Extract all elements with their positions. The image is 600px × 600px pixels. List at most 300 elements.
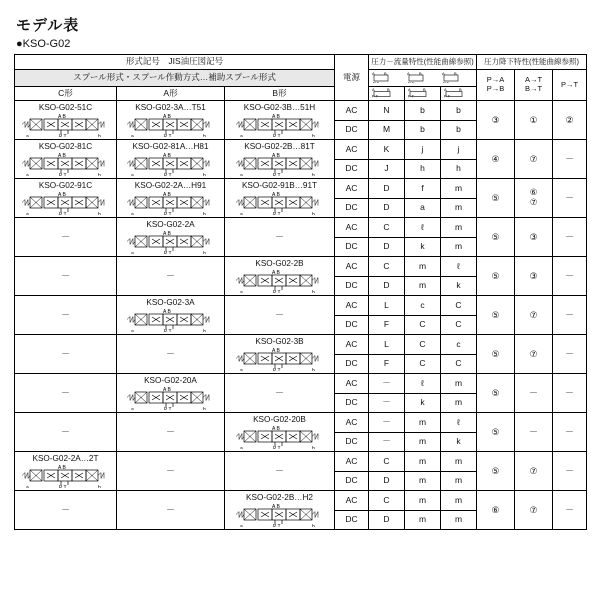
model-code: KSO-G02-2B (255, 259, 304, 269)
value-cell-ac: AC (335, 218, 369, 238)
hydraulic-symbol-icon (123, 191, 219, 215)
svg-text:P T: P T (272, 524, 281, 528)
drop-mark-d1: ⑤ (477, 374, 515, 413)
empty-dash: － (60, 505, 70, 516)
empty-dash: － (60, 388, 70, 399)
svg-text:A B: A B (57, 465, 66, 472)
svg-text:b: b (311, 524, 315, 528)
header-drop-pt: P→T (553, 70, 587, 101)
value-cell-dc: DC (335, 276, 369, 296)
hydraulic-symbol-icon (123, 113, 219, 137)
value-cell-pa_dc: － (369, 432, 405, 452)
value-cell-pt_ac: ℓ (441, 257, 477, 277)
svg-text:A B: A B (271, 192, 280, 199)
header-drop: 圧力降下特性(性能曲線参照) (477, 55, 587, 70)
value-cell-pa_dc: D (369, 276, 405, 296)
value-cell-pb_ac: m (405, 491, 441, 511)
svg-text:b: b (311, 134, 315, 138)
svg-text:B: B (454, 71, 457, 76)
model-cell-a (117, 374, 225, 413)
value-cell-pb_dc: C (405, 315, 441, 335)
header-power: 電源 (335, 55, 369, 101)
value-cell-ac: AC (335, 179, 369, 199)
hydraulic-symbol-icon (123, 386, 219, 410)
value-cell-pt_dc: m (441, 510, 477, 530)
empty-dash: － (165, 271, 175, 282)
svg-text:b: b (202, 407, 206, 411)
value-cell-pt_ac: m (441, 491, 477, 511)
value-cell-pt_dc: k (441, 432, 477, 452)
drop-mark-d2: ⑦ (515, 491, 553, 530)
svg-text:A B: A B (271, 114, 280, 121)
svg-text:A B: A B (162, 309, 171, 316)
header-col-b: B形 (225, 86, 335, 100)
drop-mark-d2: ① (515, 101, 553, 140)
empty-dash: － (60, 310, 70, 321)
table-row (15, 101, 587, 121)
value-cell-pb_dc: C (405, 354, 441, 374)
header-pq-sub-1 (369, 86, 405, 100)
value-cell-pb_ac: m (405, 413, 441, 433)
drop-mark-part: ⑥ (529, 187, 538, 198)
drop-mark-d2: ⑦ (515, 296, 553, 335)
svg-text:P T: P T (272, 446, 281, 450)
value-cell-pa_dc: J (369, 159, 405, 179)
drop-mark-d1: ⑤ (477, 413, 515, 452)
header-pq-symbols (369, 70, 477, 87)
svg-text:a: a (130, 212, 134, 216)
svg-text:P T: P T (408, 80, 415, 83)
value-cell-ac: AC (335, 374, 369, 394)
pq-sub-symbol-1-icon (369, 87, 405, 98)
empty-dash: － (165, 505, 175, 516)
model-cell-b (225, 491, 335, 530)
svg-text:P T: P T (408, 93, 415, 98)
svg-text:a: a (25, 212, 29, 216)
hydraulic-symbol-icon (18, 464, 114, 488)
model-cell-b (225, 296, 335, 335)
svg-text:b: b (97, 212, 101, 216)
hydraulic-symbol-icon (123, 308, 219, 332)
page-subtitle: ●KSO-G02 (16, 38, 71, 50)
value-cell-pb_ac: j (405, 140, 441, 160)
value-cell-pb_ac: m (405, 452, 441, 472)
value-cell-pb_dc: a (405, 198, 441, 218)
empty-dash: － (165, 466, 175, 477)
value-cell-pa_ac: C (369, 218, 405, 238)
drop-mark-d2: ⑦ (515, 452, 553, 491)
hydraulic-symbol-icon (232, 347, 328, 371)
drop-mark-part: ⑦ (529, 197, 538, 208)
hydraulic-symbol-icon (123, 230, 219, 254)
svg-text:B: B (387, 86, 390, 92)
svg-text:a: a (239, 368, 243, 372)
drop-mark-d3: － (553, 140, 587, 179)
svg-text:B: B (459, 86, 462, 92)
value-cell-pt_ac: m (441, 374, 477, 394)
model-cell-b (225, 140, 335, 179)
drop-mark-d2: ⑦ (515, 140, 553, 179)
value-cell-pt_ac: C (441, 296, 477, 316)
svg-text:b: b (202, 173, 206, 177)
svg-text:A B: A B (271, 504, 280, 511)
table-row (15, 140, 587, 160)
value-cell-pb_dc: m (405, 276, 441, 296)
drop-mark-d1: ④ (477, 140, 515, 179)
header-col-c: C形 (15, 86, 117, 100)
model-cell-a (117, 140, 225, 179)
value-cell-dc: DC (335, 471, 369, 491)
svg-text:A B: A B (162, 387, 171, 394)
model-cell-a (117, 101, 225, 140)
svg-text:P T: P T (58, 485, 67, 489)
svg-text:P T: P T (163, 212, 172, 216)
value-cell-pa_ac: L (369, 335, 405, 355)
value-cell-pt_dc: m (441, 471, 477, 491)
hydraulic-symbol-icon (123, 152, 219, 176)
model-cell-c (15, 491, 117, 530)
value-cell-ac: AC (335, 491, 369, 511)
drop-mark-d3: － (553, 335, 587, 374)
model-cell-a (117, 335, 225, 374)
value-cell-pt_ac: b (441, 101, 477, 121)
value-cell-pa_ac: L (369, 296, 405, 316)
value-cell-pa_dc: M (369, 120, 405, 140)
drop-mark-d1: ⑤ (477, 452, 515, 491)
model-code: KSO-G02-91B…91T (241, 181, 318, 191)
value-cell-pb_ac: m (405, 257, 441, 277)
svg-text:P T: P T (373, 80, 380, 83)
svg-text:b: b (311, 290, 315, 294)
svg-text:A B: A B (57, 153, 66, 160)
table-row (15, 179, 587, 199)
value-cell-pb_dc: k (405, 237, 441, 257)
value-cell-pa_dc: D (369, 510, 405, 530)
model-code: KSO-G02-2B…81T (244, 142, 315, 152)
hydraulic-symbol-icon (18, 191, 114, 215)
svg-text:P T: P T (372, 93, 379, 98)
header-pq-sub-3 (441, 86, 477, 100)
svg-text:P T: P T (272, 212, 281, 216)
value-cell-dc: DC (335, 159, 369, 179)
empty-dash: － (165, 427, 175, 438)
drop-mark-d1: ⑤ (477, 179, 515, 218)
svg-text:P T: P T (58, 134, 67, 138)
model-code: KSO-G02-2B…H2 (246, 493, 313, 503)
value-cell-ac: AC (335, 413, 369, 433)
model-cell-c (15, 257, 117, 296)
drop-mark-d3: － (553, 179, 587, 218)
svg-text:b: b (311, 173, 315, 177)
empty-dash: － (60, 427, 70, 438)
model-cell-a (117, 413, 225, 452)
empty-dash: － (274, 466, 284, 477)
value-cell-ac: AC (335, 101, 369, 121)
hydraulic-symbol-icon (232, 503, 328, 527)
drop-mark-d3: ② (553, 101, 587, 140)
value-cell-pt_dc: m (441, 393, 477, 413)
header-col-a: A形 (117, 86, 225, 100)
svg-text:A B: A B (271, 426, 280, 433)
value-cell-pb_ac: b (405, 101, 441, 121)
value-cell-pb_dc: k (405, 393, 441, 413)
value-cell-pb_dc: b (405, 120, 441, 140)
svg-text:b: b (202, 329, 206, 333)
svg-text:a: a (239, 524, 243, 528)
value-cell-pb_dc: m (405, 471, 441, 491)
svg-text:A: A (444, 86, 447, 92)
model-cell-c (15, 179, 117, 218)
value-cell-dc: DC (335, 432, 369, 452)
model-table (14, 54, 587, 530)
model-code: KSO-G02-91C (38, 181, 93, 191)
model-cell-b (225, 179, 335, 218)
model-cell-c (15, 374, 117, 413)
svg-text:a: a (239, 446, 243, 450)
table-row (15, 413, 587, 433)
value-cell-dc: DC (335, 198, 369, 218)
value-cell-pa_dc: D (369, 237, 405, 257)
value-cell-pb_ac: ℓ (405, 374, 441, 394)
svg-text:B: B (384, 71, 387, 76)
value-cell-pt_dc: C (441, 354, 477, 374)
model-cell-b (225, 452, 335, 491)
value-cell-pa_ac: K (369, 140, 405, 160)
model-cell-a (117, 218, 225, 257)
model-code: KSO-G02-3A (146, 298, 195, 308)
drop-mark-d2: ⑦ (515, 335, 553, 374)
svg-text:b: b (202, 251, 206, 255)
hydraulic-symbol-icon (18, 113, 114, 137)
svg-text:a: a (130, 251, 134, 255)
value-cell-dc: DC (335, 393, 369, 413)
value-cell-pt_dc: k (441, 276, 477, 296)
header-spool-group: スプール形式・スプール作動方式…補助スプール形式 (15, 70, 335, 87)
value-cell-pa_dc: F (369, 354, 405, 374)
header-pq-sub-2 (405, 86, 441, 100)
svg-text:b: b (311, 368, 315, 372)
svg-text:a: a (130, 407, 134, 411)
model-cell-b (225, 335, 335, 374)
svg-text:B: B (419, 71, 422, 76)
svg-text:P T: P T (163, 134, 172, 138)
svg-text:b: b (97, 134, 101, 138)
value-cell-ac: AC (335, 296, 369, 316)
value-cell-pt_ac: ℓ (441, 413, 477, 433)
drop-mark-d2: ③ (515, 257, 553, 296)
value-cell-pb_dc: h (405, 159, 441, 179)
svg-text:a: a (130, 329, 134, 333)
svg-text:A B: A B (162, 231, 171, 238)
value-cell-pt_ac: m (441, 218, 477, 238)
hydraulic-symbol-icon (232, 269, 328, 293)
svg-text:a: a (239, 134, 243, 138)
svg-text:a: a (25, 134, 29, 138)
svg-text:b: b (311, 212, 315, 216)
empty-dash: － (60, 232, 70, 243)
value-cell-pt_ac: m (441, 452, 477, 472)
value-cell-pa_ac: C (369, 452, 405, 472)
svg-text:B: B (423, 86, 426, 92)
svg-text:A B: A B (162, 153, 171, 160)
hydraulic-symbol-icon (18, 152, 114, 176)
svg-text:a: a (239, 212, 243, 216)
model-code: KSO-G02-3B…51H (243, 103, 316, 113)
svg-text:A: A (442, 71, 445, 76)
svg-text:A: A (372, 86, 375, 92)
value-cell-pt_dc: C (441, 315, 477, 335)
value-cell-dc: DC (335, 354, 369, 374)
hydraulic-symbol-icon (232, 152, 328, 176)
svg-text:b: b (97, 173, 101, 177)
drop-mark-d3: － (553, 257, 587, 296)
model-code: KSO-G02-20B (253, 415, 306, 425)
table-header-row-2 (15, 70, 587, 87)
model-code: KSO-G02-20A (144, 376, 197, 386)
drop-mark-d1: ③ (477, 101, 515, 140)
model-cell-c (15, 296, 117, 335)
drop-mark-d1: ⑤ (477, 335, 515, 374)
svg-text:A: A (372, 71, 375, 76)
svg-text:b: b (97, 485, 101, 489)
svg-text:P T: P T (163, 329, 172, 333)
drop-mark-d2: － (515, 374, 553, 413)
model-cell-a (117, 296, 225, 335)
svg-text:a: a (25, 485, 29, 489)
svg-text:P T: P T (163, 407, 172, 411)
svg-text:P T: P T (272, 173, 281, 177)
pq-symbol-icons (369, 70, 477, 83)
svg-text:A B: A B (162, 114, 171, 121)
table-row (15, 296, 587, 316)
model-cell-c (15, 452, 117, 491)
svg-text:P T: P T (163, 173, 172, 177)
model-cell-a (117, 491, 225, 530)
drop-mark-d1: ⑤ (477, 257, 515, 296)
value-cell-dc: DC (335, 237, 369, 257)
empty-dash: － (60, 349, 70, 360)
value-cell-dc: DC (335, 510, 369, 530)
value-cell-ac: AC (335, 140, 369, 160)
header-pq: 圧力－流量特性(性能曲線参照) (369, 55, 477, 70)
empty-dash: － (60, 271, 70, 282)
pq-sub-symbol-3-icon (441, 87, 477, 98)
model-code: KSO-G02-2A…2T (32, 454, 99, 464)
drop-mark-d3: － (553, 296, 587, 335)
value-cell-pa_dc: F (369, 315, 405, 335)
header-model-group: 形式記号 JIS油圧図記号 (15, 55, 335, 70)
drop-mark-d1: ⑥ (477, 491, 515, 530)
hydraulic-symbol-icon (232, 191, 328, 215)
table-row (15, 452, 587, 472)
model-code: KSO-G02-2A…H91 (134, 181, 207, 191)
svg-text:A: A (408, 86, 411, 92)
value-cell-pb_ac: f (405, 179, 441, 199)
model-cell-a (117, 452, 225, 491)
svg-text:b: b (202, 212, 206, 216)
svg-text:a: a (239, 290, 243, 294)
value-cell-pb_dc: m (405, 432, 441, 452)
model-code: KSO-G02-3A…T51 (135, 103, 206, 113)
svg-text:a: a (130, 173, 134, 177)
model-cell-c (15, 335, 117, 374)
model-cell-b (225, 413, 335, 452)
value-cell-pb_ac: c (405, 296, 441, 316)
svg-text:A B: A B (271, 348, 280, 355)
model-code: KSO-G02-2A (146, 220, 195, 230)
svg-text:P T: P T (163, 251, 172, 255)
model-code: KSO-G02-81C (38, 142, 93, 152)
svg-text:P T: P T (58, 212, 67, 216)
value-cell-ac: AC (335, 257, 369, 277)
drop-mark-d2: ③ (515, 218, 553, 257)
hydraulic-symbol-icon (232, 425, 328, 449)
model-cell-b (225, 257, 335, 296)
empty-dash: － (274, 388, 284, 399)
table-row (15, 257, 587, 277)
empty-dash: － (274, 232, 284, 243)
model-cell-c (15, 413, 117, 452)
header-drop-pa: P→A P→B (477, 70, 515, 101)
value-cell-pt_ac: m (441, 179, 477, 199)
model-cell-c (15, 101, 117, 140)
empty-dash: － (274, 310, 284, 321)
svg-text:A B: A B (271, 270, 280, 277)
value-cell-pt_ac: j (441, 140, 477, 160)
model-cell-c (15, 140, 117, 179)
value-cell-pt_ac: c (441, 335, 477, 355)
value-cell-dc: DC (335, 315, 369, 335)
model-cell-a (117, 179, 225, 218)
value-cell-pa_ac: D (369, 179, 405, 199)
svg-text:a: a (239, 173, 243, 177)
svg-text:b: b (311, 446, 315, 450)
drop-mark-d3: － (553, 374, 587, 413)
value-cell-dc: DC (335, 120, 369, 140)
model-code: KSO-G02-3B (255, 337, 304, 347)
value-cell-pt_dc: m (441, 237, 477, 257)
svg-text:P T: P T (272, 290, 281, 294)
svg-text:P T: P T (58, 173, 67, 177)
table-header-row-1 (15, 55, 587, 70)
svg-text:A B: A B (162, 192, 171, 199)
svg-text:b: b (202, 134, 206, 138)
svg-text:P T: P T (443, 80, 450, 83)
table-row (15, 491, 587, 511)
value-cell-ac: AC (335, 335, 369, 355)
drop-mark-d1: ⑤ (477, 218, 515, 257)
header-drop-at: A→T B→T (515, 70, 553, 101)
value-cell-pa_ac: C (369, 257, 405, 277)
table-row (15, 335, 587, 355)
model-cell-b (225, 101, 335, 140)
model-cell-a (117, 257, 225, 296)
drop-mark-d2: － (515, 413, 553, 452)
model-cell-c (15, 218, 117, 257)
svg-text:A B: A B (57, 114, 66, 121)
empty-dash: － (165, 349, 175, 360)
svg-text:A B: A B (57, 192, 66, 199)
svg-text:P T: P T (444, 93, 451, 98)
value-cell-pa_ac: － (369, 374, 405, 394)
drop-mark-d3: － (553, 452, 587, 491)
value-cell-ac: AC (335, 452, 369, 472)
value-cell-pa_ac: N (369, 101, 405, 121)
hydraulic-symbol-icon (232, 113, 328, 137)
value-cell-pa_dc: － (369, 393, 405, 413)
drop-mark-d2 (515, 179, 553, 218)
svg-text:a: a (130, 134, 134, 138)
